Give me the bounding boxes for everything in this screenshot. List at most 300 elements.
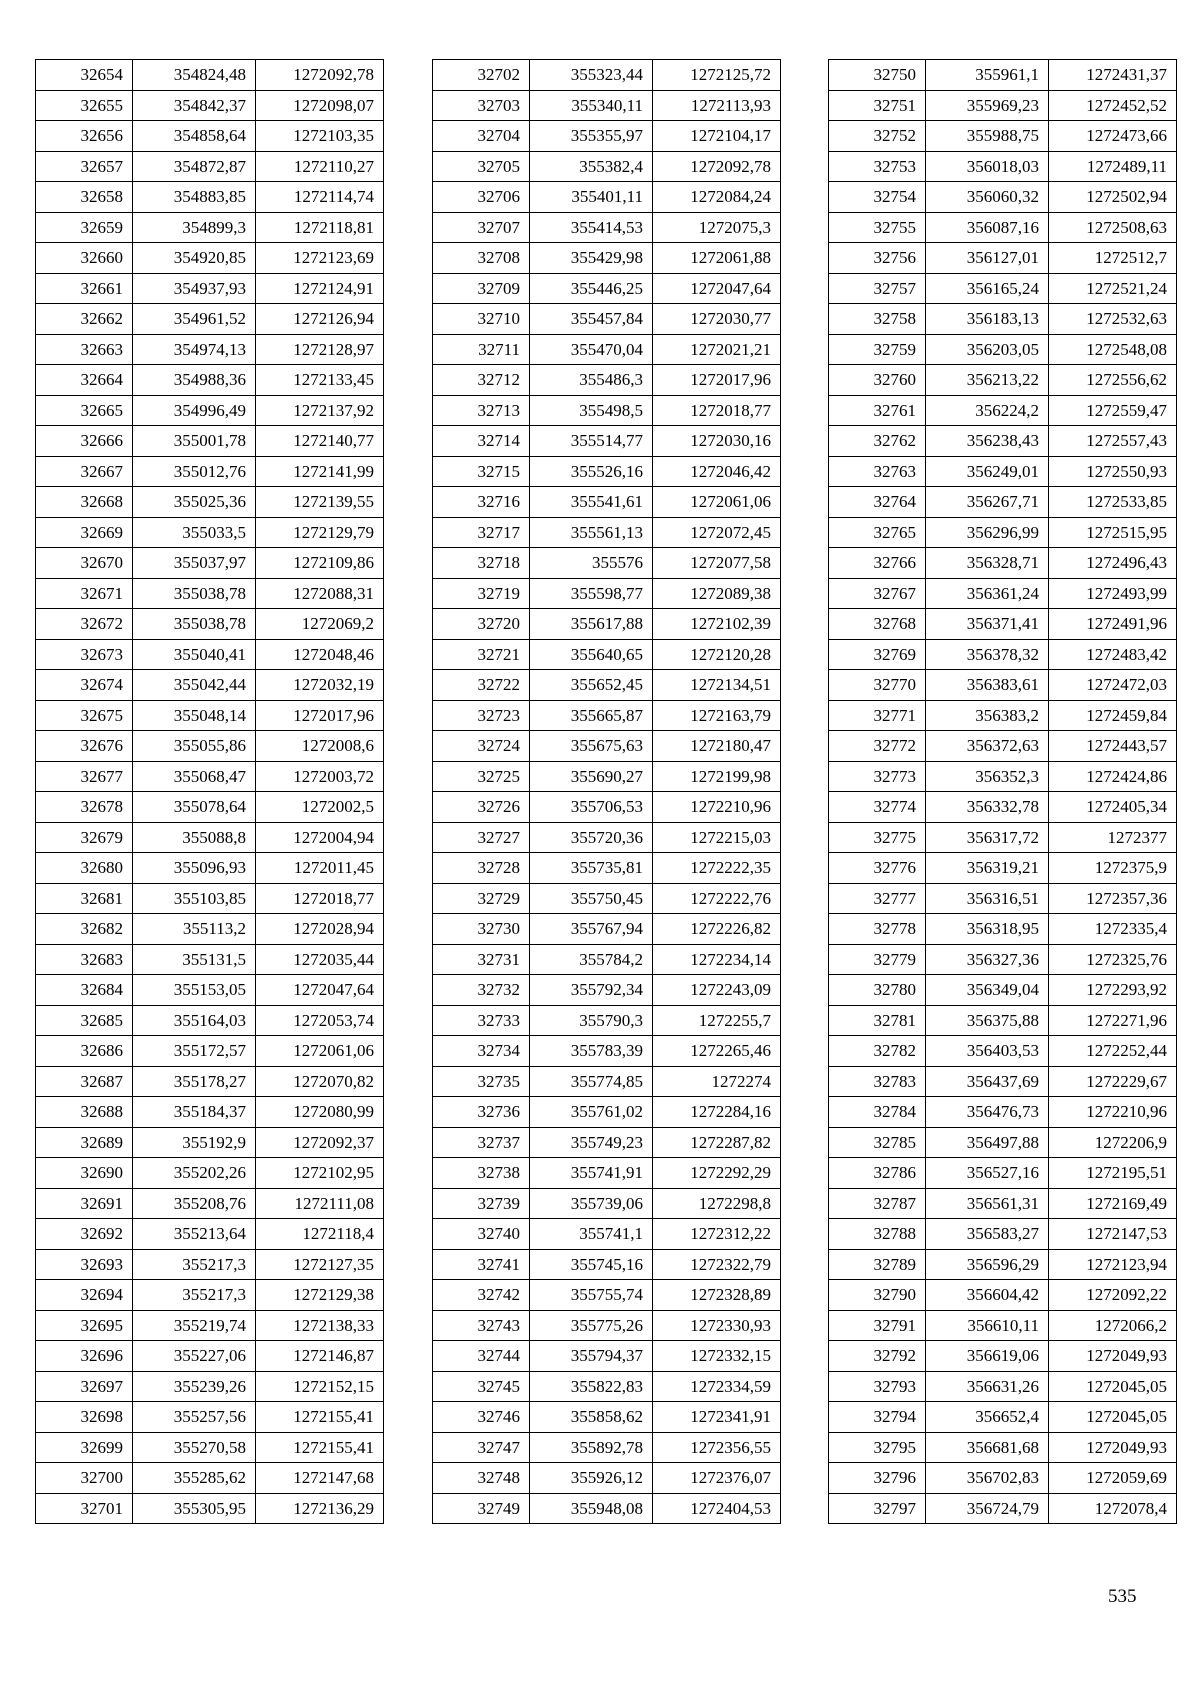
y-coordinate-cell: 1272049,93 [1049,1341,1177,1372]
point-number-cell: 32738 [433,1158,530,1189]
y-coordinate-cell: 1272118,81 [256,212,384,243]
x-coordinate-cell: 355969,23 [926,90,1049,121]
point-number-cell: 32680 [36,853,133,884]
y-coordinate-cell: 1272199,98 [653,761,781,792]
point-number-cell: 32728 [433,853,530,884]
table-row [829,700,1177,731]
x-coordinate-cell: 356361,24 [926,578,1049,609]
x-coordinate-cell: 355792,34 [530,975,653,1006]
y-coordinate-cell: 1272328,89 [653,1280,781,1311]
table-row [433,365,781,396]
x-coordinate-cell: 356403,53 [926,1036,1049,1067]
y-coordinate-cell: 1272292,29 [653,1158,781,1189]
y-coordinate-cell: 1272047,64 [653,273,781,304]
point-number-cell: 32686 [36,1036,133,1067]
table-row [433,90,781,121]
point-number-cell: 32736 [433,1097,530,1128]
y-coordinate-cell: 1272110,27 [256,151,384,182]
point-number-cell: 32669 [36,517,133,548]
y-coordinate-cell: 1272472,03 [1049,670,1177,701]
x-coordinate-cell: 354996,49 [133,395,256,426]
point-number-cell: 32726 [433,792,530,823]
point-number-cell: 32723 [433,700,530,731]
x-coordinate-cell: 355892,78 [530,1432,653,1463]
y-coordinate-cell: 1272255,7 [653,1005,781,1036]
y-coordinate-cell: 1272124,91 [256,273,384,304]
x-coordinate-cell: 356203,05 [926,334,1049,365]
x-coordinate-cell: 355025,36 [133,487,256,518]
point-number-cell: 32689 [36,1127,133,1158]
point-number-cell: 32708 [433,243,530,274]
table-row [36,1036,384,1067]
x-coordinate-cell: 356702,83 [926,1463,1049,1494]
table-row [829,1005,1177,1036]
point-number-cell: 32763 [829,456,926,487]
point-number-cell: 32691 [36,1188,133,1219]
y-coordinate-cell: 1272515,95 [1049,517,1177,548]
y-coordinate-cell: 1272092,37 [256,1127,384,1158]
y-coordinate-cell: 1272098,07 [256,90,384,121]
x-coordinate-cell: 356352,3 [926,761,1049,792]
y-coordinate-cell: 1272111,08 [256,1188,384,1219]
table-row [433,212,781,243]
y-coordinate-cell: 1272180,47 [653,731,781,762]
point-number-cell: 32733 [433,1005,530,1036]
x-coordinate-cell: 356437,69 [926,1066,1049,1097]
x-coordinate-cell: 355048,14 [133,700,256,731]
table-row [36,1158,384,1189]
x-coordinate-cell: 355750,45 [530,883,653,914]
x-coordinate-cell: 356583,27 [926,1219,1049,1250]
y-coordinate-cell: 1272118,4 [256,1219,384,1250]
table-row [433,273,781,304]
y-coordinate-cell: 1272210,96 [1049,1097,1177,1128]
table-row [829,456,1177,487]
point-number-cell: 32693 [36,1249,133,1280]
point-number-cell: 32724 [433,731,530,762]
y-coordinate-cell: 1272048,46 [256,639,384,670]
x-coordinate-cell: 355774,85 [530,1066,653,1097]
y-coordinate-cell: 1272491,96 [1049,609,1177,640]
point-number-cell: 32788 [829,1219,926,1250]
y-coordinate-cell: 1272021,21 [653,334,781,365]
y-coordinate-cell: 1272404,53 [653,1493,781,1524]
y-coordinate-cell: 1272077,58 [653,548,781,579]
point-number-cell: 32722 [433,670,530,701]
x-coordinate-cell: 356213,22 [926,365,1049,396]
point-number-cell: 32677 [36,761,133,792]
table-row [829,731,1177,762]
x-coordinate-cell: 356249,01 [926,456,1049,487]
x-coordinate-cell: 356087,16 [926,212,1049,243]
table-row [36,212,384,243]
table-row [829,1371,1177,1402]
y-coordinate-cell: 1272049,93 [1049,1432,1177,1463]
table-row [36,822,384,853]
y-coordinate-cell: 1272443,57 [1049,731,1177,762]
table-row [829,1127,1177,1158]
x-coordinate-cell: 356375,88 [926,1005,1049,1036]
y-coordinate-cell: 1272092,78 [256,60,384,91]
table-row [433,761,781,792]
point-number-cell: 32697 [36,1371,133,1402]
x-coordinate-cell: 354988,36 [133,365,256,396]
point-number-cell: 32659 [36,212,133,243]
coordinate-table-3 [828,59,1177,1524]
table-row [829,426,1177,457]
x-coordinate-cell: 355178,27 [133,1066,256,1097]
y-coordinate-cell: 1272375,9 [1049,853,1177,884]
table-row [433,182,781,213]
y-coordinate-cell: 1272222,35 [653,853,781,884]
point-number-cell: 32688 [36,1097,133,1128]
y-coordinate-cell: 1272210,96 [653,792,781,823]
table-row [433,548,781,579]
point-number-cell: 32782 [829,1036,926,1067]
coordinate-table-body [829,60,1177,1524]
table-row [36,609,384,640]
y-coordinate-cell: 1272312,22 [653,1219,781,1250]
x-coordinate-cell: 355213,64 [133,1219,256,1250]
point-number-cell: 32727 [433,822,530,853]
y-coordinate-cell: 1272103,35 [256,121,384,152]
point-number-cell: 32715 [433,456,530,487]
point-number-cell: 32770 [829,670,926,701]
x-coordinate-cell: 355285,62 [133,1463,256,1494]
table-row [433,1341,781,1372]
y-coordinate-cell: 1272265,46 [653,1036,781,1067]
point-number-cell: 32682 [36,914,133,945]
table-row [433,487,781,518]
x-coordinate-cell: 355784,2 [530,944,653,975]
y-coordinate-cell: 1272287,82 [653,1127,781,1158]
y-coordinate-cell: 1272195,51 [1049,1158,1177,1189]
point-number-cell: 32678 [36,792,133,823]
y-coordinate-cell: 1272243,09 [653,975,781,1006]
x-coordinate-cell: 355340,11 [530,90,653,121]
point-number-cell: 32664 [36,365,133,396]
point-number-cell: 32717 [433,517,530,548]
point-number-cell: 32752 [829,121,926,152]
x-coordinate-cell: 356372,63 [926,731,1049,762]
x-coordinate-cell: 355192,9 [133,1127,256,1158]
table-row [433,1158,781,1189]
table-row [433,700,781,731]
x-coordinate-cell: 355739,06 [530,1188,653,1219]
point-number-cell: 32793 [829,1371,926,1402]
table-row [829,883,1177,914]
y-coordinate-cell: 1272017,96 [653,365,781,396]
x-coordinate-cell: 355305,95 [133,1493,256,1524]
point-number-cell: 32720 [433,609,530,640]
point-number-cell: 32744 [433,1341,530,1372]
x-coordinate-cell: 355790,3 [530,1005,653,1036]
y-coordinate-cell: 1272298,8 [653,1188,781,1219]
x-coordinate-cell: 355217,3 [133,1249,256,1280]
table-row [829,90,1177,121]
x-coordinate-cell: 356652,4 [926,1402,1049,1433]
x-coordinate-cell: 355652,45 [530,670,653,701]
y-coordinate-cell: 1272045,05 [1049,1371,1177,1402]
x-coordinate-cell: 355665,87 [530,700,653,731]
y-coordinate-cell: 1272061,06 [653,487,781,518]
y-coordinate-cell: 1272229,67 [1049,1066,1177,1097]
table-row [829,1066,1177,1097]
table-row [433,243,781,274]
point-number-cell: 32737 [433,1127,530,1158]
table-row [433,151,781,182]
point-number-cell: 32674 [36,670,133,701]
table-row [433,914,781,945]
point-number-cell: 32779 [829,944,926,975]
x-coordinate-cell: 356267,71 [926,487,1049,518]
point-number-cell: 32700 [36,1463,133,1494]
point-number-cell: 32739 [433,1188,530,1219]
point-number-cell: 32755 [829,212,926,243]
table-row [36,1280,384,1311]
table-row [36,1188,384,1219]
table-row [36,883,384,914]
table-row [36,1463,384,1494]
table-row [829,1219,1177,1250]
y-coordinate-cell: 1272252,44 [1049,1036,1177,1067]
point-number-cell: 32730 [433,914,530,945]
table-row [433,304,781,335]
x-coordinate-cell: 355184,37 [133,1097,256,1128]
point-number-cell: 32745 [433,1371,530,1402]
table-row [829,975,1177,1006]
point-number-cell: 32735 [433,1066,530,1097]
x-coordinate-cell: 355042,44 [133,670,256,701]
y-coordinate-cell: 1272556,62 [1049,365,1177,396]
point-number-cell: 32718 [433,548,530,579]
y-coordinate-cell: 1272061,06 [256,1036,384,1067]
y-coordinate-cell: 1272532,63 [1049,304,1177,335]
x-coordinate-cell: 356328,71 [926,548,1049,579]
y-coordinate-cell: 1272139,55 [256,487,384,518]
x-coordinate-cell: 355088,8 [133,822,256,853]
y-coordinate-cell: 1272330,93 [653,1310,781,1341]
table-row [36,792,384,823]
y-coordinate-cell: 1272008,6 [256,731,384,762]
x-coordinate-cell: 356127,01 [926,243,1049,274]
point-number-cell: 32757 [829,273,926,304]
y-coordinate-cell: 1272133,45 [256,365,384,396]
coordinate-table-body [433,60,781,1524]
x-coordinate-cell: 355948,08 [530,1493,653,1524]
y-coordinate-cell: 1272069,2 [256,609,384,640]
point-number-cell: 32777 [829,883,926,914]
table-row [433,822,781,853]
table-row [36,334,384,365]
y-coordinate-cell: 1272271,96 [1049,1005,1177,1036]
table-row [36,517,384,548]
x-coordinate-cell: 354920,85 [133,243,256,274]
point-number-cell: 32785 [829,1127,926,1158]
table-row [433,426,781,457]
table-row [36,731,384,762]
table-row [36,304,384,335]
table-row [433,609,781,640]
y-coordinate-cell: 1272502,94 [1049,182,1177,213]
y-coordinate-cell: 1272357,36 [1049,883,1177,914]
x-coordinate-cell: 354937,93 [133,273,256,304]
x-coordinate-cell: 355745,16 [530,1249,653,1280]
table-row [433,944,781,975]
point-number-cell: 32792 [829,1341,926,1372]
y-coordinate-cell: 1272002,5 [256,792,384,823]
x-coordinate-cell: 355038,78 [133,609,256,640]
x-coordinate-cell: 356238,43 [926,426,1049,457]
table-row [36,1097,384,1128]
x-coordinate-cell: 354899,3 [133,212,256,243]
table-row [36,60,384,91]
x-coordinate-cell: 355457,84 [530,304,653,335]
x-coordinate-cell: 356349,04 [926,975,1049,1006]
point-number-cell: 32773 [829,761,926,792]
point-number-cell: 32762 [829,426,926,457]
point-number-cell: 32756 [829,243,926,274]
x-coordinate-cell: 355172,57 [133,1036,256,1067]
table-row [36,670,384,701]
table-row [36,121,384,152]
y-coordinate-cell: 1272215,03 [653,822,781,853]
table-row [36,1127,384,1158]
table-row [36,548,384,579]
x-coordinate-cell: 354872,87 [133,151,256,182]
y-coordinate-cell: 1272146,87 [256,1341,384,1372]
table-row [433,1066,781,1097]
y-coordinate-cell: 1272234,14 [653,944,781,975]
point-number-cell: 32712 [433,365,530,396]
x-coordinate-cell: 355617,88 [530,609,653,640]
table-row [829,1097,1177,1128]
y-coordinate-cell: 1272017,96 [256,700,384,731]
table-row [433,456,781,487]
y-coordinate-cell: 1272356,55 [653,1432,781,1463]
table-row [36,1371,384,1402]
point-number-cell: 32667 [36,456,133,487]
point-number-cell: 32711 [433,334,530,365]
x-coordinate-cell: 355414,53 [530,212,653,243]
point-number-cell: 32743 [433,1310,530,1341]
x-coordinate-cell: 355988,75 [926,121,1049,152]
table-row [36,944,384,975]
x-coordinate-cell: 355767,94 [530,914,653,945]
point-number-cell: 32660 [36,243,133,274]
x-coordinate-cell: 354858,64 [133,121,256,152]
table-row [829,1249,1177,1280]
x-coordinate-cell: 354961,52 [133,304,256,335]
x-coordinate-cell: 355239,26 [133,1371,256,1402]
point-number-cell: 32781 [829,1005,926,1036]
table-row [829,243,1177,274]
y-coordinate-cell: 1272018,77 [653,395,781,426]
x-coordinate-cell: 355858,62 [530,1402,653,1433]
table-row [829,1341,1177,1372]
table-row [829,182,1177,213]
x-coordinate-cell: 355078,64 [133,792,256,823]
point-number-cell: 32778 [829,914,926,945]
table-row [829,670,1177,701]
point-number-cell: 32796 [829,1463,926,1494]
point-number-cell: 32776 [829,853,926,884]
y-coordinate-cell: 1272030,77 [653,304,781,335]
table-row [829,1188,1177,1219]
y-coordinate-cell: 1272155,41 [256,1402,384,1433]
x-coordinate-cell: 355741,91 [530,1158,653,1189]
point-number-cell: 32658 [36,182,133,213]
y-coordinate-cell: 1272548,08 [1049,334,1177,365]
x-coordinate-cell: 356018,03 [926,151,1049,182]
point-number-cell: 32671 [36,578,133,609]
point-number-cell: 32702 [433,60,530,91]
y-coordinate-cell: 1272424,86 [1049,761,1177,792]
point-number-cell: 32681 [36,883,133,914]
x-coordinate-cell: 355749,23 [530,1127,653,1158]
point-number-cell: 32772 [829,731,926,762]
y-coordinate-cell: 1272047,64 [256,975,384,1006]
point-number-cell: 32692 [36,1219,133,1250]
point-number-cell: 32741 [433,1249,530,1280]
y-coordinate-cell: 1272377 [1049,822,1177,853]
table-row [36,487,384,518]
point-number-cell: 32657 [36,151,133,182]
y-coordinate-cell: 1272078,4 [1049,1493,1177,1524]
x-coordinate-cell: 355822,83 [530,1371,653,1402]
x-coordinate-cell: 355541,61 [530,487,653,518]
y-coordinate-cell: 1272431,37 [1049,60,1177,91]
y-coordinate-cell: 1272080,99 [256,1097,384,1128]
x-coordinate-cell: 355012,76 [133,456,256,487]
point-number-cell: 32764 [829,487,926,518]
x-coordinate-cell: 355208,76 [133,1188,256,1219]
point-number-cell: 32656 [36,121,133,152]
y-coordinate-cell: 1272206,9 [1049,1127,1177,1158]
table-row [36,975,384,1006]
point-number-cell: 32754 [829,182,926,213]
point-number-cell: 32786 [829,1158,926,1189]
table-row [829,822,1177,853]
point-number-cell: 32758 [829,304,926,335]
point-number-cell: 32767 [829,578,926,609]
point-number-cell: 32719 [433,578,530,609]
y-coordinate-cell: 1272061,88 [653,243,781,274]
y-coordinate-cell: 1272335,4 [1049,914,1177,945]
y-coordinate-cell: 1272405,34 [1049,792,1177,823]
y-coordinate-cell: 1272341,91 [653,1402,781,1433]
y-coordinate-cell: 1272072,45 [653,517,781,548]
table-row [433,1280,781,1311]
x-coordinate-cell: 355514,77 [530,426,653,457]
x-coordinate-cell: 355735,81 [530,853,653,884]
table-row [36,1432,384,1463]
table-row [433,121,781,152]
y-coordinate-cell: 1272114,74 [256,182,384,213]
y-coordinate-cell: 1272018,77 [256,883,384,914]
table-row [433,1005,781,1036]
table-row [36,639,384,670]
y-coordinate-cell: 1272293,92 [1049,975,1177,1006]
x-coordinate-cell: 354974,13 [133,334,256,365]
x-coordinate-cell: 356561,31 [926,1188,1049,1219]
point-number-cell: 32740 [433,1219,530,1250]
x-coordinate-cell: 356596,29 [926,1249,1049,1280]
point-number-cell: 32774 [829,792,926,823]
coordinate-table-body [36,60,384,1524]
y-coordinate-cell: 1272169,49 [1049,1188,1177,1219]
x-coordinate-cell: 356060,32 [926,182,1049,213]
